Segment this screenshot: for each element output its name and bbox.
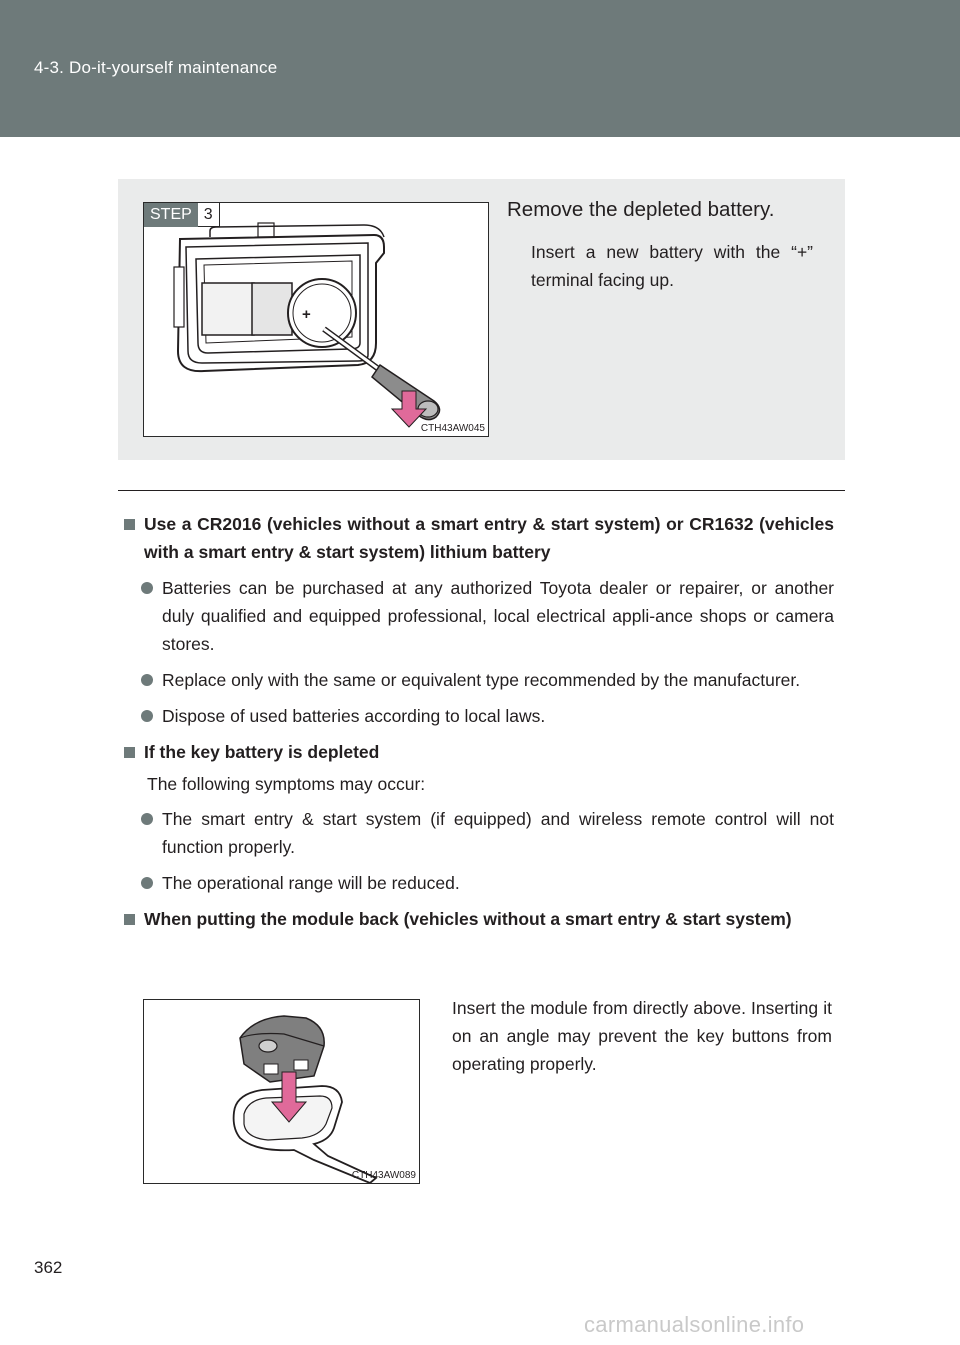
circle-bullet-icon — [141, 674, 153, 686]
plus-terminal-label: + — [302, 306, 311, 323]
page-header — [0, 0, 960, 137]
notes-content — [120, 510, 834, 941]
battery-removal-figure — [143, 202, 489, 437]
section-heading: When putting the module back (vehicles without a smart entry & start system) — [120, 905, 834, 933]
bullet-item: Batteries can be purchased at any authorized Toyota dealer or repairer, or another duly qualified and equipped professional, local electrical appli-ance shops or camera stores. — [120, 574, 834, 658]
watermark: carmanualsonline.info — [584, 1312, 805, 1337]
module-insert-figure — [143, 999, 420, 1184]
square-bullet-icon — [124, 519, 135, 530]
step-instruction: Insert a new battery with the “+” terminal facing up. — [531, 242, 813, 290]
step-label: STEP — [144, 203, 198, 227]
intro-text: The following symptoms may occur: — [147, 774, 426, 794]
key-battery-illustration — [144, 203, 488, 436]
circle-bullet-icon — [141, 877, 153, 889]
module-instruction: Insert the module from directly above. Inserting it on an angle may prevent the key buttons from operating properly. — [452, 998, 832, 1074]
circle-bullet-icon — [141, 710, 153, 722]
bullet-item: The smart entry & start system (if equipped) and wireless remote control will not function properly. — [120, 805, 834, 861]
step-title: Remove the depleted battery. — [507, 198, 775, 221]
bullet-item: Replace only with the same or equivalent type recommended by the manufacturer. — [120, 666, 834, 694]
square-bullet-icon — [124, 914, 135, 925]
circle-bullet-icon — [141, 813, 153, 825]
bullet-item: The operational range will be reduced. — [120, 869, 834, 897]
page-number: 362 — [34, 1258, 63, 1277]
divider — [118, 490, 845, 491]
step-number: 3 — [198, 203, 220, 227]
square-bullet-icon — [124, 747, 135, 758]
circle-bullet-icon — [141, 582, 153, 594]
key-module-illustration — [144, 1000, 419, 1183]
bullet-item: Dispose of used batteries according to local laws. — [120, 702, 834, 730]
figure-code: CTH43AW089 — [351, 1170, 416, 1181]
figure-code: CTH43AW045 — [420, 423, 485, 434]
section-title: 4-3. Do-it-yourself maintenance — [34, 58, 278, 77]
section-heading: If the key battery is depleted — [120, 738, 834, 766]
section-heading: Use a CR2016 (vehicles without a smart entry & start system) or CR1632 (vehicles with a smart entry & start system) lithium battery — [120, 510, 834, 566]
